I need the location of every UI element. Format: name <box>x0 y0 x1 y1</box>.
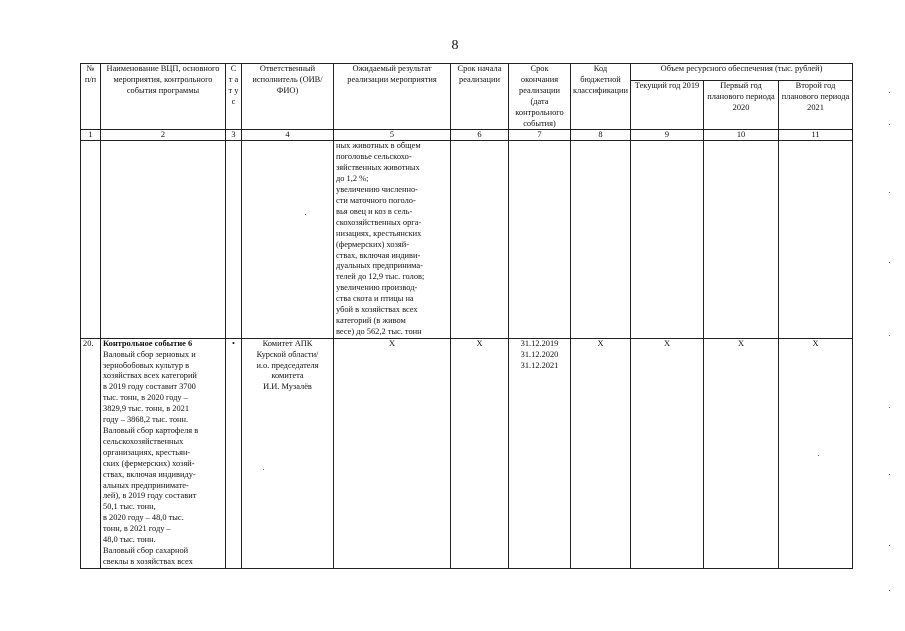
continued-result-text: ных животных в общем поголовье сельскохо- зяйственных животных до 1,2 %; увеличению численно- сти маточного поголо- вья овец и коз в сель- скохозяйственных орга- низациях, крестьянских (фермерских) хозяй- ствах, включая индиви- дуальных предпринима- телей до 12,9 тыс. голов; увеличению производ- ства скота и птицы на убой в хозяйствах всех категорий (в живом весе) до 562,2 тыс. тонн <box>334 141 451 338</box>
scan-speck <box>889 335 890 336</box>
event-title: Контрольное событие 6 <box>103 338 193 348</box>
header-start: Срок начала реализации <box>451 64 509 130</box>
header-number: № п/п <box>81 64 101 130</box>
event-2020: Х <box>704 338 779 568</box>
header-year-first: Первый год планового периода 2020 <box>704 81 779 130</box>
col-num: 8 <box>571 130 631 141</box>
scan-speck <box>889 590 890 591</box>
event-responsible: Комитет АПК Курской области/ и.о. председателя комитета И.И. Музалёв <box>242 338 334 568</box>
column-numbers-row <box>81 130 853 141</box>
event-kbk: Х <box>571 338 631 568</box>
header-row <box>81 64 853 81</box>
col-num: 1 <box>81 130 101 141</box>
col-num: 3 <box>226 130 242 141</box>
col-num: 5 <box>334 130 451 141</box>
event-2019: Х <box>631 338 704 568</box>
scan-speck <box>889 124 890 125</box>
scan-speck <box>889 192 890 193</box>
header-year-current: Текущий год 2019 <box>631 81 704 130</box>
scan-speck <box>889 262 890 263</box>
header-responsible: Ответственный исполнитель (ОИВ/ФИО) <box>242 64 334 130</box>
event-end-dates: 31.12.2019 31.12.2020 31.12.2021 <box>509 338 571 568</box>
header-resources: Объем ресурсного обеспечения (тыс. рублей) <box>631 64 853 81</box>
program-table <box>80 63 853 569</box>
col-num: 4 <box>242 130 334 141</box>
header-year-second: Второй год планового периода 2021 <box>779 81 853 130</box>
event-start: Х <box>451 338 509 568</box>
col-num: 6 <box>451 130 509 141</box>
event-2021: Х <box>779 338 853 568</box>
col-num: 9 <box>631 130 704 141</box>
continuation-row <box>81 141 853 338</box>
header-kbk: Код бюджетной классификации <box>571 64 631 130</box>
event-result: Х <box>334 338 451 568</box>
col-num: 2 <box>101 130 226 141</box>
header-end: Срок окончания реализации (дата контрольного события) <box>509 64 571 130</box>
scan-speck <box>889 92 890 93</box>
page-number: 8 <box>451 38 459 53</box>
event-status: • <box>226 338 242 568</box>
scan-speck <box>889 545 890 546</box>
scan-speck <box>889 474 890 475</box>
col-num: 7 <box>509 130 571 141</box>
scan-speck <box>263 469 264 470</box>
header-status: С т а т у с <box>226 64 242 130</box>
header-result: Ожидаемый результат реализации мероприятия <box>334 64 451 130</box>
scan-speck <box>305 214 306 215</box>
scan-speck <box>818 455 819 456</box>
header-name: Наименование ВЦП, основного мероприятия, контрольного события программы <box>101 64 226 130</box>
scan-speck <box>889 407 890 408</box>
event-name: Контрольное событие 6 Валовый сбор зерновых и зернобобовых культур в хозяйствах всех категорий в 2019 году составит 3700 тыс. тонн, в 2020 году – 3829,9 тыс. тонн, в 2021 году – 3868,2 тыс. тонн. Валовый сбор картофеля в сельскохозяйственных организациях, крестьян- ских (фермерских) хозяй- ствах, включая индивиду- альных предпринимате- лей), в 2019 году составит 50,1 тыс. тонн, в 2020 году – 48,0 тыс. тонн, в 2021 году – 48,0 тыс. тонн. Валовый сбор сахарной свеклы в хозяйствах всех <box>101 338 226 568</box>
event-row <box>81 338 853 568</box>
event-number: 20. <box>81 338 101 568</box>
col-num: 11 <box>779 130 853 141</box>
col-num: 10 <box>704 130 779 141</box>
